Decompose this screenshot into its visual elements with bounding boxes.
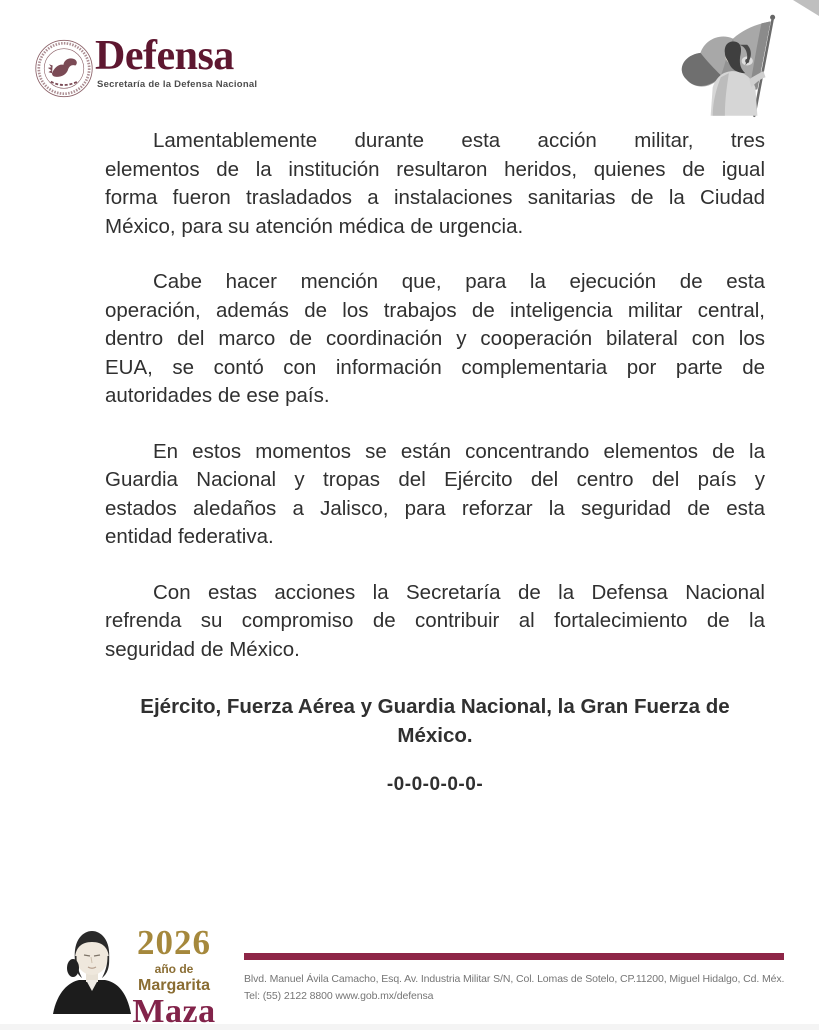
text-line: autoridades de ese país.	[105, 384, 330, 407]
text-line: Cabe hacer mención que, para la ejecución de esta	[153, 270, 765, 293]
institutional-slogan: Ejército, Fuerza Aérea y Guardia Nacional, la Gran Fuerza de México.	[140, 695, 730, 747]
text-line: Lamentablemente durante esta acción militar, tres	[153, 129, 765, 152]
end-of-document-mark: -0-0-0-0-0-	[386, 774, 484, 795]
address-line: Tel: (55) 2122 8800 www.gob.mx/defensa	[244, 989, 434, 1002]
text-line: dentro del marco de coordinación y cooperación bilateral con los	[105, 327, 765, 350]
text-line: estados aledaños a Jalisco, para reforzar la seguridad de esta	[105, 496, 765, 520]
paragraph	[105, 268, 765, 411]
text-line: EUA, se contó con información complementaria por parte de	[105, 355, 765, 379]
text-line: refrenda su compromiso de contribuir al fortalecimiento de la	[105, 609, 765, 632]
text-line: entidad federativa.	[105, 525, 274, 548]
text-line: forma fueron trasladados a instalaciones sanitarias de la Ciudad	[105, 186, 765, 209]
year-number: 2026	[137, 923, 211, 962]
honoree-last-name: Maza	[132, 993, 216, 1030]
brand-subtitle: Secretaría de la Defensa Nacional	[97, 79, 258, 90]
footer-contact-block	[244, 953, 784, 1004]
paragraph	[105, 579, 765, 665]
text-line: elementos de la institución resultaron heridos, quienes de igual	[105, 157, 765, 181]
defensa-logo	[95, 34, 257, 90]
text-line: operación, además de los trabajos de inteligencia militar central,	[105, 298, 765, 322]
address-line: Blvd. Manuel Ávila Camacho, Esq. Av. Industria Militar S/N, Col. Lomas de Sotelo, CP.11200, Miguel Hidalgo, Cd. Méx.	[244, 973, 785, 985]
year-2026-emblem	[129, 925, 219, 1029]
document-body	[105, 127, 765, 800]
woman-with-mexican-flag-icon	[668, 8, 798, 120]
mexico-national-seal-icon	[34, 37, 94, 100]
paragraph	[105, 127, 765, 241]
text-line: México, para su atención médica de urgencia.	[105, 214, 524, 238]
honoree-first-name: Margarita	[137, 977, 211, 994]
text-line: seguridad de México.	[105, 637, 300, 661]
brand-wordmark: Defensa	[95, 33, 234, 79]
year-caption: año de	[154, 962, 194, 976]
text-line: Con estas acciones la Secretaría de la Defensa Nacional	[153, 580, 765, 604]
address-block	[244, 971, 784, 1004]
photo-corner-artifact	[793, 0, 819, 16]
text-line: Guardia Nacional y tropas del Ejército del centro del país y	[105, 468, 765, 491]
paragraph	[105, 438, 765, 552]
text-line: En estos momentos se están concentrando elementos de la	[153, 439, 765, 463]
footer-divider-bar	[244, 953, 784, 960]
margarita-maza-portrait-icon	[45, 920, 139, 1014]
